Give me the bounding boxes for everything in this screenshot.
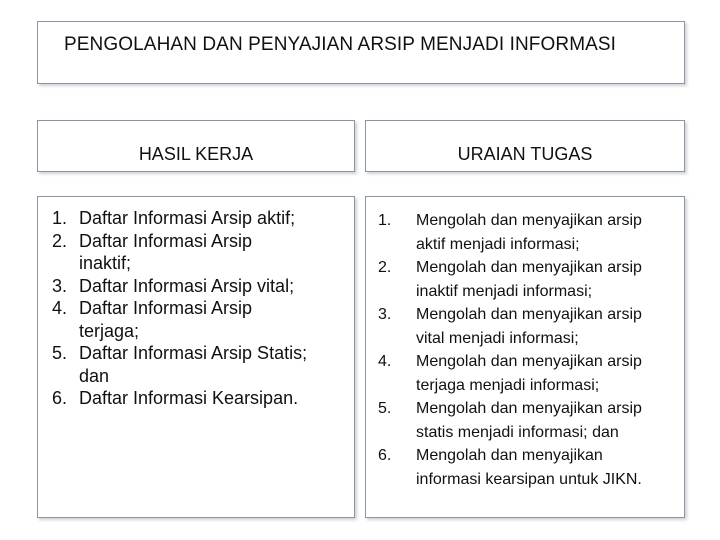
hasil-kerja-item-text-line: Daftar Informasi Arsip Statis; <box>79 343 308 363</box>
uraian-tugas-item-1 <box>378 209 680 256</box>
uraian-tugas-item-text-line: Mengolah dan menyajikan arsip <box>416 212 642 229</box>
hasil-kerja-item-text-line: Daftar Informasi Arsip <box>79 298 253 318</box>
uraian-tugas-item-number: 3. <box>378 306 392 323</box>
hasil-kerja-item-text-line: inaktif; <box>79 253 132 273</box>
hasil-kerja-header: HASIL KERJA <box>138 144 254 164</box>
uraian-tugas-header: URAIAN TUGAS <box>457 144 593 164</box>
hasil-kerja-item-number: 1. <box>52 208 68 228</box>
hasil-kerja-list-box <box>37 196 355 518</box>
uraian-tugas-item-text-line: terjaga menjadi informasi; <box>416 376 600 394</box>
hasil-kerja-item-number: 6. <box>52 388 68 408</box>
uraian-tugas-header-box <box>365 120 685 172</box>
hasil-kerja-item-text-line: Daftar Informasi Kearsipan. <box>79 388 299 408</box>
uraian-tugas-item-number: 1. <box>378 212 392 229</box>
uraian-tugas-item-number: 2. <box>378 259 392 276</box>
uraian-tugas-item-5 <box>378 397 680 444</box>
uraian-tugas-item-text-line: Mengolah dan menyajikan arsip <box>416 353 642 370</box>
uraian-tugas-item-4 <box>378 350 680 397</box>
uraian-tugas-item-6 <box>378 444 680 491</box>
uraian-tugas-item-text-line: inaktif menjadi informasi; <box>416 282 593 300</box>
uraian-tugas-item-number: 5. <box>378 400 392 417</box>
hasil-kerja-item-text-line: Daftar Informasi Arsip <box>79 230 253 251</box>
hasil-kerja-list <box>52 207 348 410</box>
hasil-kerja-item-3 <box>52 275 348 298</box>
uraian-tugas-item-text-line: vital menjadi informasi; <box>416 329 579 347</box>
hasil-kerja-item-text-line: Daftar Informasi Arsip aktif; <box>79 208 296 228</box>
uraian-tugas-list-box <box>365 196 685 518</box>
title-box <box>37 21 685 84</box>
hasil-kerja-header-box <box>37 120 355 172</box>
uraian-tugas-item-text-line: Mengolah dan menyajikan arsip <box>416 400 642 417</box>
uraian-tugas-item-3 <box>378 303 680 350</box>
hasil-kerja-item-2 <box>52 230 348 275</box>
uraian-tugas-item-number: 6. <box>378 447 392 464</box>
hasil-kerja-item-number: 3. <box>52 275 68 296</box>
uraian-tugas-item-text-line: aktif menjadi informasi; <box>416 235 580 253</box>
hasil-kerja-item-text-line: terjaga; <box>79 320 140 341</box>
uraian-tugas-item-text-line: Mengolah dan menyajikan arsip <box>416 259 642 276</box>
hasil-kerja-item-6 <box>52 387 348 410</box>
hasil-kerja-item-text-line: dan <box>79 365 110 386</box>
uraian-tugas-list <box>378 209 680 491</box>
diagram-title: PENGOLAHAN DAN PENYAJIAN ARSIP MENJADI INFORMASI <box>64 34 617 55</box>
uraian-tugas-item-text-line: informasi kearsipan untuk JIKN. <box>416 470 642 488</box>
hasil-kerja-item-1 <box>52 207 348 230</box>
hasil-kerja-item-4 <box>52 297 348 342</box>
uraian-tugas-item-text-line: Mengolah dan menyajikan <box>416 447 603 464</box>
uraian-tugas-item-text-line: Mengolah dan menyajikan arsip <box>416 306 642 323</box>
hasil-kerja-item-number: 5. <box>52 343 68 363</box>
hasil-kerja-item-number: 4. <box>52 298 68 318</box>
hasil-kerja-item-5 <box>52 342 348 387</box>
hasil-kerja-item-number: 2. <box>52 230 68 251</box>
hasil-kerja-item-text-line: Daftar Informasi Arsip vital; <box>79 275 295 296</box>
uraian-tugas-item-number: 4. <box>378 353 392 370</box>
uraian-tugas-item-text-line: statis menjadi informasi; dan <box>416 423 619 441</box>
uraian-tugas-item-2 <box>378 256 680 303</box>
